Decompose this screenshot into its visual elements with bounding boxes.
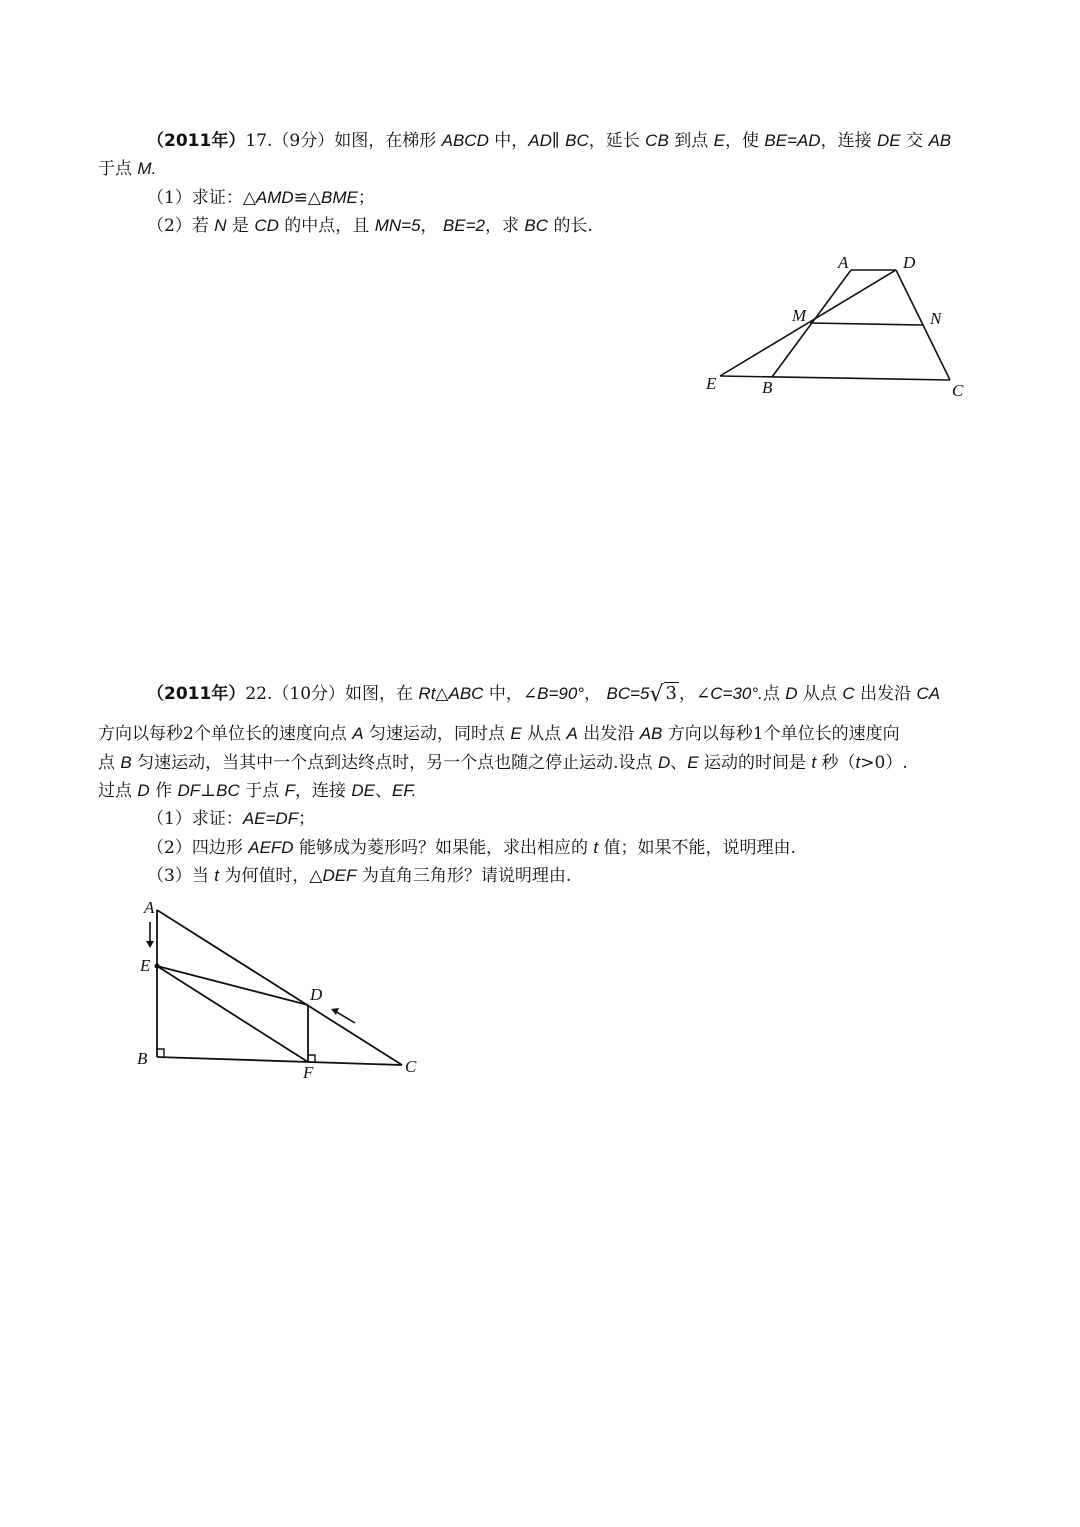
problem17-year: （2011年） — [147, 131, 246, 151]
var: DE — [351, 781, 376, 800]
label-E: E — [706, 374, 717, 393]
text: 为直角三角形？请说明理由. — [361, 866, 572, 886]
text: ， — [420, 216, 438, 236]
text: 于点 — [98, 159, 132, 179]
text: ，延长 — [588, 131, 640, 151]
text: 出发沿 — [860, 684, 912, 704]
text: 到点 — [674, 131, 709, 151]
text: 能够成为菱形吗？如果能，求出相应的 — [298, 838, 588, 858]
text: 点 — [98, 753, 115, 773]
var: AB — [928, 131, 952, 150]
text: 交 — [906, 131, 924, 151]
text: ，∠ — [679, 684, 711, 704]
arrow-up-left-icon — [331, 1008, 339, 1015]
var: t — [593, 838, 599, 857]
text: 从点 — [802, 684, 837, 704]
text: 运动的时间是 — [704, 753, 806, 773]
text: ； — [357, 188, 375, 208]
text: △ — [435, 684, 449, 704]
text: 方向以每秒2个单位长的速度向点 — [98, 724, 347, 744]
text: 如图，在梯形 — [334, 131, 437, 151]
var: AE=DF — [242, 809, 299, 828]
text: 过点 — [98, 781, 132, 801]
arrow-down-icon — [146, 941, 154, 948]
var: BC — [524, 216, 549, 235]
var: Rt — [418, 684, 436, 703]
text: 、 — [670, 753, 688, 773]
text: 于点 — [245, 781, 280, 801]
label-N: N — [930, 309, 942, 328]
text: ，求 — [485, 216, 519, 236]
text: 中， — [494, 131, 529, 151]
segment-AC — [157, 910, 402, 1065]
var: B=90° — [537, 684, 585, 703]
var: CA — [916, 684, 941, 703]
var: BME — [321, 188, 358, 207]
text: 匀速运动，同时点 — [368, 724, 505, 744]
arrow-D-shaft — [335, 1011, 355, 1023]
segment-ED — [157, 966, 308, 1005]
label-D: D — [310, 985, 323, 1004]
var: MN=5 — [374, 216, 421, 235]
problem22-year: （2011年） — [147, 684, 246, 704]
var: E — [713, 131, 725, 150]
var: BC — [565, 131, 589, 150]
text: ， — [584, 684, 602, 704]
text: 的中点，且 — [284, 216, 370, 236]
label-B: B — [137, 1049, 148, 1068]
var: C — [842, 684, 855, 703]
label-M: M — [792, 306, 807, 325]
segment-BC — [157, 1057, 402, 1065]
text: ≌△ — [293, 188, 321, 208]
sqrt-value: 3 — [665, 683, 677, 704]
label-C: C — [952, 381, 964, 400]
problem17-score: （9分） — [272, 131, 335, 151]
parallel-symbol: ∥ — [551, 131, 560, 151]
var: BE=AD — [764, 131, 821, 150]
text: 匀速运动，当其中一个点到达终点时，另一个点也随之停止运动.设点 — [137, 753, 653, 773]
text: 如图，在 — [345, 684, 414, 704]
var: ABCD — [441, 131, 489, 150]
var: E — [687, 753, 699, 772]
var: A — [352, 724, 364, 743]
label-B: B — [762, 378, 773, 397]
text: 从点 — [527, 724, 562, 744]
text: 出发沿 — [583, 724, 635, 744]
var: AB — [639, 724, 663, 743]
var: E — [510, 724, 522, 743]
text: （1）求证： — [147, 809, 243, 829]
text: （2）四边形 — [147, 838, 243, 858]
var: D — [657, 753, 671, 772]
var: AMD — [255, 188, 294, 207]
text: 为何值时，△ — [224, 866, 323, 886]
text: 秒（ — [821, 753, 856, 773]
text: 值；如果不能，说明理由. — [603, 838, 796, 858]
text: 的长. — [553, 216, 593, 236]
problem17-number: 17. — [245, 131, 273, 151]
label-F: F — [303, 1063, 314, 1082]
text: （2）若 — [147, 216, 209, 236]
var: BE=2 — [442, 216, 485, 235]
var: DEF — [322, 866, 357, 885]
text: ； — [298, 809, 316, 829]
var: BC — [216, 781, 240, 800]
var: B — [120, 753, 132, 772]
var: ABC — [448, 684, 484, 703]
text: 、 — [375, 781, 393, 801]
problem22-score: （10分） — [272, 684, 346, 704]
right-angle-B — [157, 1049, 164, 1057]
sqrt-sign: √ — [649, 682, 664, 707]
var: F — [284, 781, 295, 800]
text: ，连接 — [820, 131, 872, 151]
var: C=30°. — [710, 684, 763, 703]
var: DE — [877, 131, 901, 150]
text: 点 — [762, 684, 780, 704]
text: 作 — [155, 781, 173, 801]
text: ，使 — [724, 131, 759, 151]
var: M. — [137, 159, 157, 178]
var: A — [566, 724, 578, 743]
label-C: C — [405, 1057, 417, 1076]
var: D — [137, 781, 150, 800]
text: （1）求证：△ — [147, 188, 256, 208]
var: CD — [254, 216, 279, 235]
var: CB — [645, 131, 669, 150]
label-A: A — [838, 253, 849, 272]
var: t — [855, 753, 861, 772]
var: t — [811, 753, 817, 772]
label-A: A — [144, 898, 155, 917]
segment-EF — [157, 966, 308, 1062]
label-D: D — [903, 253, 916, 272]
var: DF — [177, 781, 201, 800]
point-E — [155, 964, 160, 969]
text: >0）. — [860, 753, 908, 773]
var: EF. — [392, 781, 417, 800]
text: 是 — [231, 216, 249, 236]
text: （3）当 — [147, 866, 209, 886]
text: ，连接 — [295, 781, 346, 801]
var: AD — [528, 131, 552, 150]
var: AEFD — [248, 838, 294, 857]
var: t — [214, 866, 219, 885]
right-angle-F — [308, 1055, 315, 1062]
text: 方向以每秒1个单位长的速度向 — [667, 724, 900, 744]
var: N — [214, 216, 227, 235]
label-E: E — [140, 956, 151, 975]
text: 中，∠ — [488, 684, 538, 704]
perp-symbol: ⊥ — [200, 781, 217, 801]
problem22-number: 22. — [245, 684, 273, 704]
var: BC=5 — [606, 684, 650, 703]
var: D — [785, 684, 798, 703]
